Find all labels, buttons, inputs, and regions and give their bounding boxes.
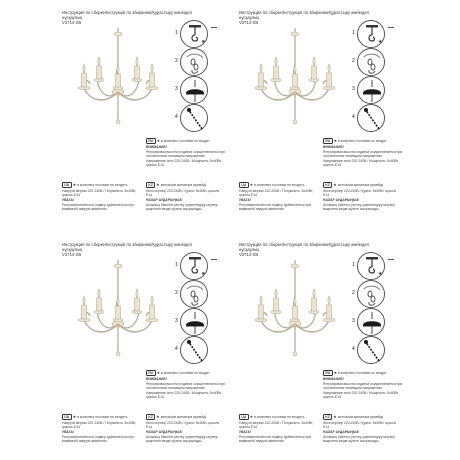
step-3 — [175, 308, 208, 336]
step-number: 3 — [352, 86, 355, 92]
step-number: 2 — [352, 58, 355, 64]
kz-warning-text: Аспаның биіктігін реттеу қоректендіру кернеуі өшірілген кезде жүзеге асырылады. — [146, 435, 218, 443]
model-number: V3714-3/5 — [239, 20, 259, 25]
ru-language-badge: RU — [146, 138, 156, 144]
ceiling-hook-icon — [358, 253, 386, 281]
ua-language-badge: UA — [239, 182, 249, 188]
star-icon: ★ — [333, 182, 337, 187]
star-icon: ★ — [249, 182, 254, 187]
step-2 — [175, 48, 208, 76]
ua-warning-text: Регулювання висоти підвісу здійснюється при вимкненій напрузі живлення. — [62, 203, 134, 211]
star-icon: ★ — [249, 414, 254, 419]
ua-spec: Напруга мережі 220-240В / Потужність: 5х40Вт, цоколь Е14 — [62, 421, 137, 429]
ua-warning-title: УВАГА! — [62, 430, 75, 434]
star-icon: ★ — [156, 414, 160, 419]
ua-star-note: в комплект поставки не входить — [254, 415, 305, 419]
chandelier-icon — [78, 28, 158, 124]
kz-section — [323, 182, 403, 211]
ru-spec: Напряжение сети 220-240В / Мощность: 5х40Вт, цоколь Е14 — [146, 159, 222, 167]
step-1 — [175, 20, 208, 48]
model-number: V3714-3/5 — [62, 20, 82, 25]
instruction-panel — [58, 240, 248, 443]
kz-language-badge: KZ — [323, 414, 332, 420]
chandelier-icon — [255, 28, 335, 124]
assembly-steps — [176, 252, 214, 364]
instruction-title: Инструкция по сборке/Інструкція по збиранню/Құрастыру жөніндегі нұсқаулық — [62, 10, 193, 20]
step-number: 3 — [352, 318, 355, 324]
star-icon: ★ — [156, 370, 161, 375]
step-number: 4 — [352, 346, 355, 352]
ua-language-badge: UA — [62, 414, 72, 420]
star-icon: ★ — [333, 414, 337, 419]
ru-language-badge: RU — [323, 138, 333, 144]
ua-spec: Напруга мережі 220-240В / Потужність: 5х40Вт, цоколь Е14 — [239, 421, 314, 429]
instruction-panel — [235, 240, 425, 443]
step-number: 4 — [352, 114, 355, 120]
assembly-steps — [353, 20, 391, 132]
ua-warning-title: УВАГА! — [62, 198, 75, 202]
step-number: 1 — [352, 30, 355, 36]
star-icon: ★ — [156, 182, 160, 187]
step-1 — [352, 20, 385, 48]
ru-warning-text: Регулировка высоты подвеса осуществляется при отключенном питающем напряжении. — [146, 150, 226, 158]
ru-warning-title: ВНИМАНИЕ! — [146, 377, 167, 381]
instruction-title: Инструкция по сборке/Інструкція по збиранню/Құрастыру жөніндегі нұсқаулық — [62, 242, 193, 252]
ua-star-note: в комплект поставки не входить — [254, 183, 305, 187]
ua-section — [62, 414, 140, 443]
ru-section — [323, 370, 403, 399]
chain-hook-icon — [181, 49, 209, 77]
kz-warning-text: Аспаның биіктігін реттеу қоректендіру кернеуі өшірілген кезде жүзеге асырылады. — [323, 435, 395, 443]
ru-star-note: в комплект поставки не входит — [161, 371, 210, 375]
step-3 — [352, 76, 385, 104]
chain-adjust-icon — [181, 105, 209, 133]
svg-text:★: ★ — [201, 39, 206, 45]
step-number: 3 — [175, 318, 178, 324]
kz-language-badge: KZ — [323, 182, 332, 188]
kz-warning-text: Аспаның биіктігін реттеу қоректендіру кернеуі өшірілген кезде жүзеге асырылады. — [323, 203, 395, 211]
svg-text:★: ★ — [201, 271, 206, 277]
chandelier-illustration — [68, 28, 168, 138]
ru-warning-title: ВНИМАНИЕ! — [323, 145, 344, 149]
ua-star-note: в комплект поставки не входить — [77, 415, 128, 419]
ru-warning-text: Регулировка высоты подвеса осуществляется при отключенном питающем напряжении. — [323, 382, 403, 390]
star-icon: ★ — [156, 138, 161, 143]
chain-adjust-icon — [181, 337, 209, 365]
canopy-icon — [181, 77, 209, 105]
step-4 — [352, 104, 385, 132]
ru-spec: Напряжение сети 220-240В / Мощность: 5х40Вт, цоколь Е14 — [323, 159, 399, 167]
chain-hook-icon — [181, 281, 209, 309]
step-4 — [175, 336, 208, 364]
kz-language-badge: KZ — [146, 414, 155, 420]
chandelier-icon — [255, 260, 335, 356]
instruction-title: Инструкция по сборке/Інструкція по збиранню/Құрастыру жөніндегі нұсқаулық — [239, 242, 370, 252]
ua-spec: Напруга мережі 220-240В / Потужність: 5х40Вт, цоколь Е14 — [62, 189, 137, 197]
step-number: 4 — [175, 346, 178, 352]
leader-line — [388, 259, 394, 260]
step-number: 2 — [175, 58, 178, 64]
ceiling-hook-icon — [358, 21, 386, 49]
ua-warning-text: Регулювання висоти підвісу здійснюється при вимкненій напрузі живлення. — [239, 435, 311, 443]
ua-section — [62, 182, 140, 211]
ru-warning-title: ВНИМАНИЕ! — [323, 377, 344, 381]
star-icon: ★ — [72, 414, 77, 419]
ru-language-badge: RU — [323, 370, 333, 376]
step-2 — [352, 48, 385, 76]
instruction-title: Инструкция по сборке/Інструкція по збиранню/Құрастыру жөніндегі нұсқаулық — [239, 10, 370, 20]
ua-star-note: в комплект поставки не входить — [77, 183, 128, 187]
step-3 — [175, 76, 208, 104]
kz-warning-title: НАЗАР АУДАРЫҢЫЗ! — [146, 198, 183, 202]
step-number: 3 — [175, 86, 178, 92]
star-icon: ★ — [333, 370, 338, 375]
chain-adjust-icon — [358, 337, 386, 365]
kz-star-note: жеткізілім жинағына кірмейді — [337, 183, 384, 187]
kz-spec: Желі кернеуі 220-240В / Қуаты: 5х40Вт, цоколь Е14 — [323, 421, 397, 429]
kz-star-note: жеткізілім жинағына кірмейді — [160, 415, 207, 419]
chandelier-icon — [78, 260, 158, 356]
chandelier-illustration — [245, 28, 345, 138]
chandelier-illustration — [245, 260, 345, 370]
kz-warning-title: НАЗАР АУДАРЫҢЫЗ! — [323, 198, 360, 202]
ru-spec: Напряжение сети 220-240В / Мощность: 5х40Вт, цоколь Е14 — [146, 391, 222, 399]
star-icon: ★ — [333, 138, 338, 143]
model-number: V3714-3/5 — [62, 252, 82, 257]
kz-warning-title: НАЗАР АУДАРЫҢЫЗ! — [146, 430, 183, 434]
ru-section — [323, 138, 403, 167]
svg-text:★: ★ — [378, 39, 383, 45]
ru-section — [146, 138, 226, 167]
ua-warning-title: УВАГА! — [239, 430, 252, 434]
kz-spec: Желі кернеуі 220-240В / Қуаты: 5х40Вт, цоколь Е14 — [146, 421, 220, 429]
ceiling-hook-icon — [181, 21, 209, 49]
step-3 — [352, 308, 385, 336]
ua-warning-text: Регулювання висоти підвісу здійснюється при вимкненій напрузі живлення. — [62, 435, 134, 443]
leader-line — [211, 259, 217, 260]
kz-warning-text: Аспаның биіктігін реттеу қоректендіру кернеуі өшірілген кезде жүзеге асырылады. — [146, 203, 218, 211]
step-4 — [352, 336, 385, 364]
ru-spec: Напряжение сети 220-240В / Мощность: 5х40Вт, цоколь Е14 — [323, 391, 399, 399]
step-1 — [175, 252, 208, 280]
chain-hook-icon — [358, 281, 386, 309]
chain-adjust-icon — [358, 105, 386, 133]
kz-section — [146, 414, 226, 443]
ru-star-note: в комплект поставки не входит — [161, 139, 210, 143]
kz-section — [146, 182, 226, 211]
ru-language-badge: RU — [146, 370, 156, 376]
kz-spec: Желі кернеуі 220-240В / Қуаты: 5х40Вт, цоколь Е14 — [323, 189, 397, 197]
ru-warning-text: Регулировка высоты подвеса осуществляется при отключенном питающем напряжении. — [323, 150, 403, 158]
chain-hook-icon — [358, 49, 386, 77]
canopy-icon — [358, 77, 386, 105]
ru-warning-title: ВНИМАНИЕ! — [146, 145, 167, 149]
ua-warning-title: УВАГА! — [239, 198, 252, 202]
step-1 — [352, 252, 385, 280]
assembly-steps — [353, 252, 391, 364]
leader-line — [211, 27, 217, 28]
ua-section — [239, 414, 317, 443]
step-number: 4 — [175, 114, 178, 120]
step-2 — [175, 280, 208, 308]
ceiling-hook-icon — [181, 253, 209, 281]
ua-spec: Напруга мережі 220-240В / Потужність: 5х40Вт, цоколь Е14 — [239, 189, 314, 197]
step-number: 1 — [175, 262, 178, 268]
instruction-panel — [58, 8, 248, 211]
star-icon: ★ — [72, 182, 77, 187]
leader-line — [388, 27, 394, 28]
step-number: 1 — [175, 30, 178, 36]
svg-text:★: ★ — [378, 271, 383, 277]
step-number: 1 — [352, 262, 355, 268]
kz-language-badge: KZ — [146, 182, 155, 188]
ua-warning-text: Регулювання висоти підвісу здійснюється при вимкненій напрузі живлення. — [239, 203, 311, 211]
kz-star-note: жеткізілім жинағына кірмейді — [160, 183, 207, 187]
ru-star-note: в комплект поставки не входит — [338, 371, 387, 375]
model-number: V3714-3/5 — [239, 252, 259, 257]
kz-spec: Желі кернеуі 220-240В / Қуаты: 5х40Вт, цоколь Е14 — [146, 189, 220, 197]
kz-warning-title: НАЗАР АУДАРЫҢЫЗ! — [323, 430, 360, 434]
canopy-icon — [358, 309, 386, 337]
kz-section — [323, 414, 403, 443]
ru-section — [146, 370, 226, 399]
ru-warning-text: Регулировка высоты подвеса осуществляется при отключенном питающем напряжении. — [146, 382, 226, 390]
ua-language-badge: UA — [62, 182, 72, 188]
ua-language-badge: UA — [239, 414, 249, 420]
kz-star-note: жеткізілім жинағына кірмейді — [337, 415, 384, 419]
step-number: 2 — [175, 290, 178, 296]
step-4 — [175, 104, 208, 132]
step-number: 2 — [352, 290, 355, 296]
step-2 — [352, 280, 385, 308]
chandelier-illustration — [68, 260, 168, 370]
canopy-icon — [181, 309, 209, 337]
ru-star-note: в комплект поставки не входит — [338, 139, 387, 143]
instruction-panel — [235, 8, 425, 211]
assembly-steps — [176, 20, 214, 132]
ua-section — [239, 182, 317, 211]
